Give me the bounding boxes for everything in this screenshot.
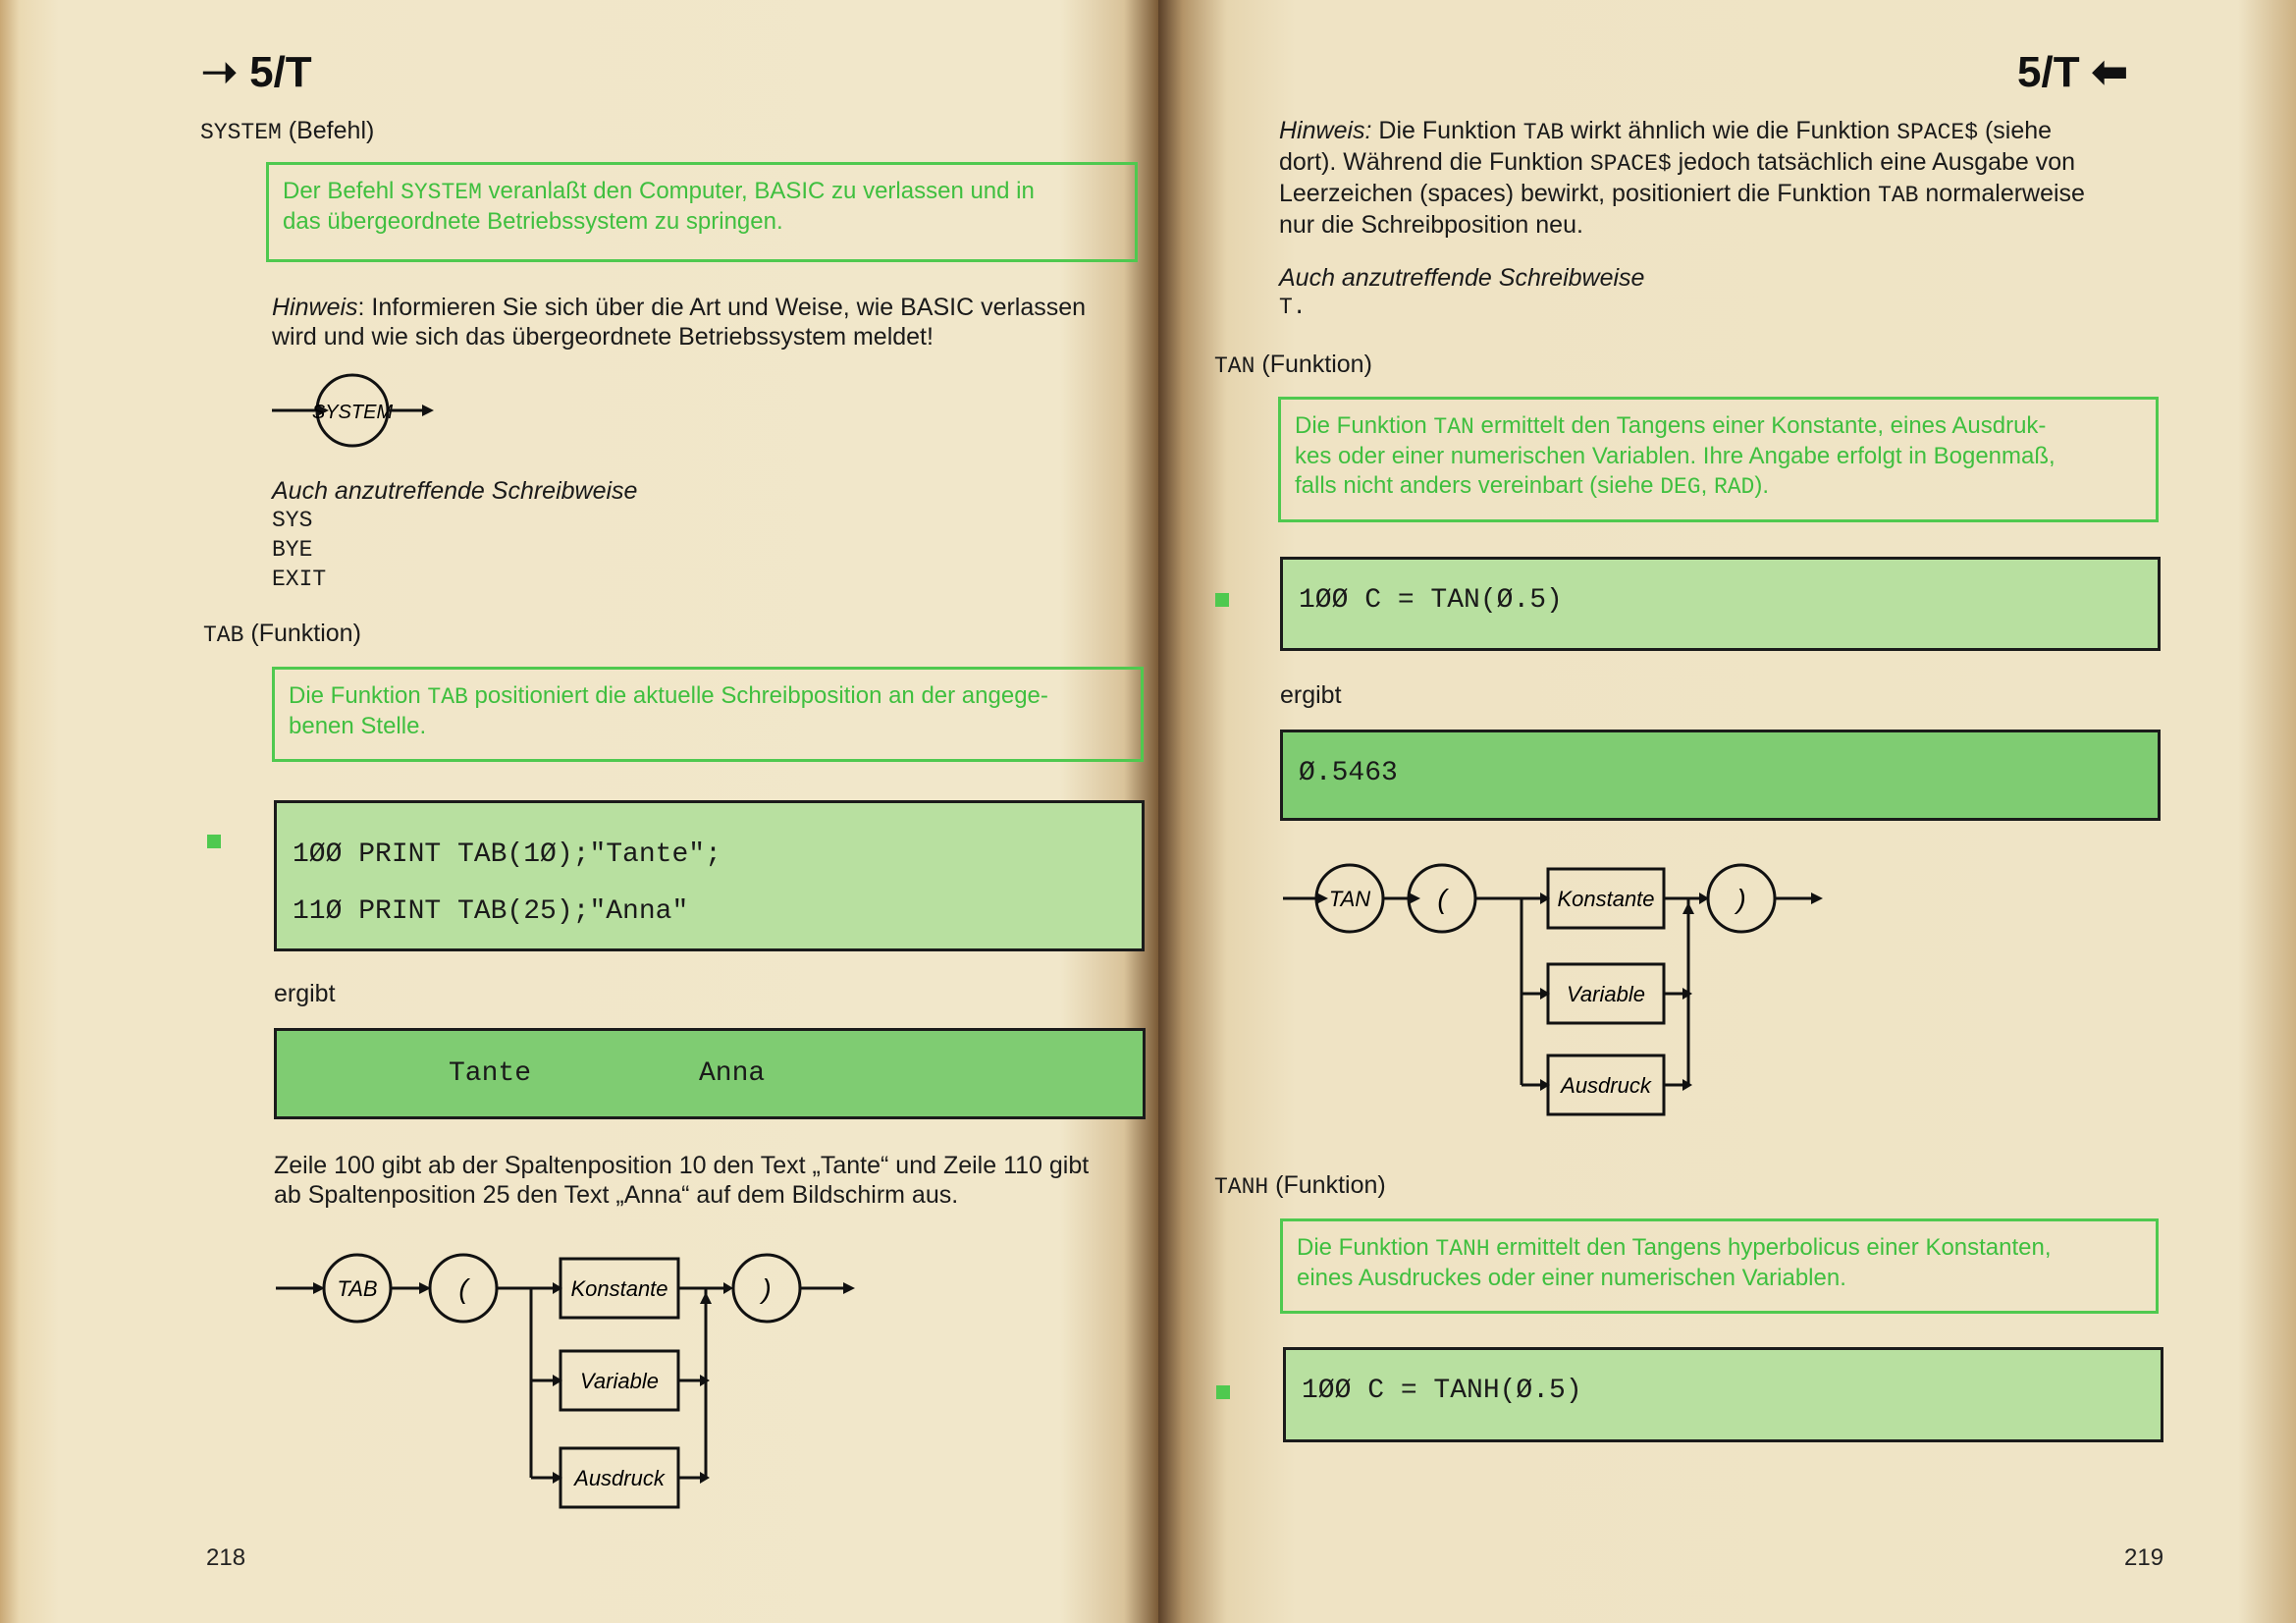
- system-definition-box: [266, 162, 1138, 262]
- tan-syntax-diagram: [1281, 854, 1860, 1129]
- tab-definition-box: [272, 667, 1144, 762]
- hint-text: jedoch tatsächlich eine Ausgabe von: [1671, 148, 2076, 176]
- tanh-entry-title: [1214, 1170, 1386, 1202]
- system-entry-title: [200, 116, 374, 147]
- code-line: 1ØØ C = TAN(Ø.5): [1299, 585, 1563, 616]
- def-text: das übergeordnete Betriebssystem zu springen.: [283, 208, 783, 235]
- hint-text: nur die Schreibposition neu.: [1279, 211, 1583, 239]
- section-label: 5/T: [2017, 48, 2080, 96]
- keyword-tanh: TANH: [1214, 1174, 1269, 1200]
- section-label: 5/T: [249, 48, 312, 96]
- tab-syntax-diagram: [274, 1247, 863, 1522]
- def-text: Der Befehl: [283, 178, 401, 204]
- def-text: falls nicht anders vereinbart (siehe: [1295, 472, 1661, 499]
- result-label: ergibt: [274, 980, 336, 1007]
- left-arrow-icon: ⬅: [2091, 48, 2128, 96]
- keyword-tab: TAB: [203, 622, 244, 648]
- hint-keyword: SPACE$: [1589, 151, 1672, 177]
- example-marker: [1216, 1385, 1230, 1399]
- tab-explanation: [274, 1151, 1157, 1210]
- diagram-close-paren: ): [762, 1273, 772, 1304]
- diagram-option-konstante: Konstante: [570, 1276, 668, 1301]
- def-text: Die Funktion: [1295, 412, 1434, 439]
- right-page-header: [2017, 47, 2128, 97]
- def-text: veranlaßt den Computer, BASIC zu verlassen und in: [481, 178, 1035, 204]
- explain-text: Zeile 100 gibt ab der Spaltenposition 10 den Text „Tante“ und Zeile 110 gibt: [274, 1152, 1090, 1179]
- def-keyword: SYSTEM: [400, 180, 482, 205]
- hint-label: Hinweis:: [1279, 117, 1372, 144]
- alias-item: BYE: [272, 537, 313, 563]
- def-text: ).: [1754, 472, 1770, 499]
- def-text: benen Stelle.: [289, 713, 427, 739]
- hint-text: (siehe: [1978, 117, 2053, 144]
- aliases-title: Auch anzutreffende Schreibweise: [1279, 264, 1645, 292]
- def-text: Die Funktion: [1297, 1234, 1436, 1261]
- alias-item: EXIT: [272, 567, 327, 592]
- keyword-system: SYSTEM: [200, 120, 282, 145]
- tab-entry-title: [203, 619, 361, 650]
- system-node-label: SYSTEM: [311, 402, 394, 423]
- entry-kind: (Funktion): [1261, 351, 1372, 378]
- tan-code-example: [1280, 557, 2161, 651]
- hint-text: Leerzeichen (spaces) bewirkt, positioniert die Funktion: [1279, 180, 1879, 207]
- entry-kind: (Befehl): [288, 117, 375, 144]
- entry-kind: (Funktion): [1275, 1171, 1386, 1199]
- hint-text: Die Funktion: [1371, 117, 1523, 144]
- hint-label: Hinweis: [272, 294, 358, 321]
- def-text: ermittelt den Tangens hyperbolicus einer Konstanten,: [1489, 1234, 2052, 1261]
- def-text: eines Ausdruckes oder einer numerischen Variablen.: [1297, 1265, 1846, 1291]
- alias-item: T.: [1279, 295, 1307, 320]
- diagram-open-paren: (: [458, 1273, 468, 1304]
- output-value: Ø.5463: [1299, 758, 1398, 788]
- diagram-option-ausdruck: Ausdruck: [1561, 1073, 1651, 1098]
- def-keyword: TAB: [427, 684, 468, 710]
- diagram-option-variable: Variable: [580, 1369, 659, 1393]
- diagram-close-paren: ): [1736, 884, 1746, 914]
- tab-code-example: [274, 800, 1145, 951]
- def-keyword: TAN: [1433, 414, 1474, 440]
- left-page-header: [201, 47, 312, 97]
- tan-definition-box: [1278, 397, 2159, 522]
- def-text: positioniert die aktuelle Schreibposition an der angege-: [467, 682, 1048, 709]
- def-text: Die Funktion: [289, 682, 428, 709]
- diagram-open-paren: (: [1437, 884, 1447, 914]
- hint-keyword: TAB: [1878, 183, 1919, 208]
- tanh-code-example: [1283, 1347, 2163, 1442]
- tab-output-box: [274, 1028, 1146, 1119]
- code-line: 1ØØ PRINT TAB(1Ø);"Tante";: [293, 839, 721, 870]
- example-marker: [207, 835, 221, 848]
- system-hint: [272, 293, 1155, 352]
- system-syntax-diagram: [270, 373, 447, 452]
- def-text: kes oder einer numerischen Variablen. Ihre Angabe erfolgt in Bogenmaß,: [1295, 443, 2056, 469]
- output-text-tante: Tante: [449, 1058, 532, 1089]
- diagram-fn-node: TAB: [337, 1276, 378, 1301]
- result-label: ergibt: [1280, 681, 1342, 709]
- diagram-option-konstante: Konstante: [1557, 887, 1655, 911]
- explain-text: ab Spaltenposition 25 den Text „Anna“ auf dem Bildschirm aus.: [274, 1181, 959, 1209]
- right-page: [1158, 0, 2296, 1623]
- aliases-title: Auch anzutreffende Schreibweise: [272, 477, 638, 505]
- example-marker: [1215, 593, 1229, 607]
- hint-keyword: TAB: [1522, 120, 1565, 145]
- hint-keyword: SPACE$: [1896, 120, 1979, 145]
- output-text-anna: Anna: [699, 1058, 766, 1089]
- hint-text: normalerweise: [1918, 180, 2085, 207]
- diagram-option-ausdruck: Ausdruck: [574, 1466, 665, 1490]
- hint-text: : Informieren Sie sich über die Art und Weise, wie BASIC verlassen: [357, 294, 1087, 321]
- diagram-option-variable: Variable: [1567, 982, 1645, 1006]
- alias-item: SYS: [272, 508, 313, 533]
- system-aliases: [272, 476, 637, 594]
- page-number-left: 218: [206, 1544, 246, 1571]
- def-keyword: TANH: [1435, 1236, 1490, 1262]
- right-arrow-icon: ➝: [201, 48, 238, 96]
- hint-text: wirkt ähnlich wie die Funktion: [1564, 117, 1897, 144]
- tanh-definition-box: [1280, 1218, 2159, 1314]
- entry-kind: (Funktion): [250, 620, 361, 647]
- diagram-fn-node: TAN: [1328, 887, 1371, 911]
- tan-output-box: [1280, 730, 2161, 821]
- code-line: 1ØØ C = TANH(Ø.5): [1302, 1376, 1582, 1406]
- def-text: ,: [1700, 472, 1714, 499]
- tan-entry-title: [1214, 350, 1372, 381]
- keyword-tan: TAN: [1214, 353, 1255, 379]
- code-line: 11Ø PRINT TAB(25);"Anna": [293, 896, 689, 927]
- page-number-right: 219: [2124, 1544, 2164, 1571]
- def-keyword: RAD: [1713, 474, 1755, 500]
- tab-hint-continued: [1279, 116, 2163, 240]
- hint-text: dort). Während die Funktion: [1279, 148, 1590, 176]
- hint-text: wird und wie sich das übergeordnete Betriebssystem meldet!: [272, 323, 934, 351]
- tab-aliases: [1279, 263, 1644, 322]
- def-keyword: DEG: [1660, 474, 1701, 500]
- def-text: ermittelt den Tangens einer Konstante, eines Ausdruk-: [1473, 412, 2047, 439]
